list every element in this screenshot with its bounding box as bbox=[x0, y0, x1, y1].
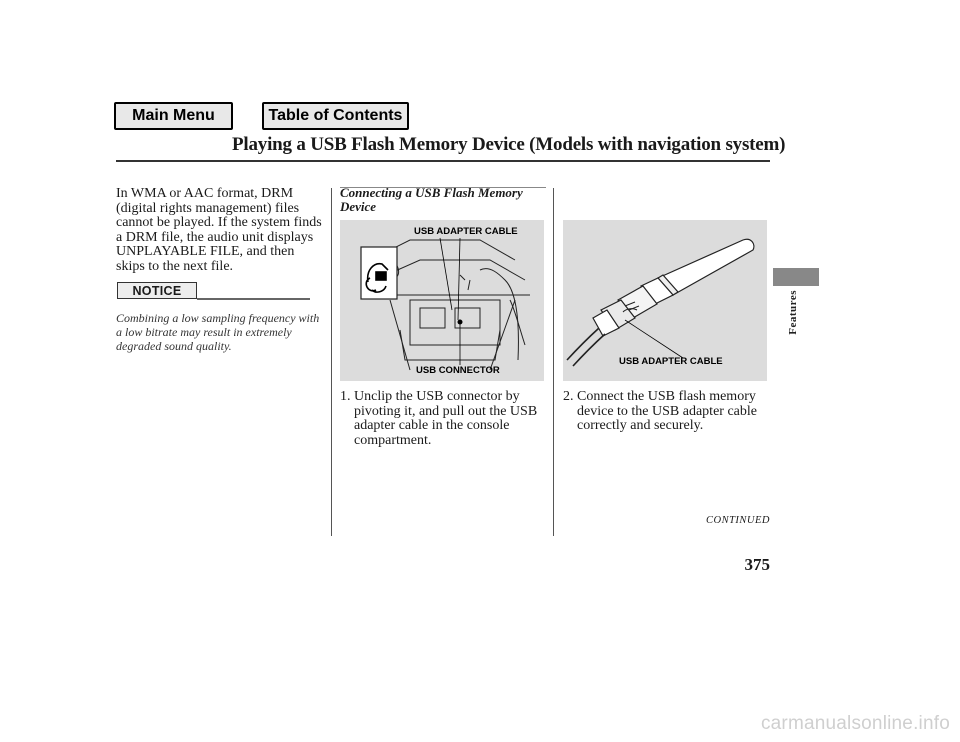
step-2 bbox=[563, 390, 763, 434]
watermark: carmanualsonline.info bbox=[760, 713, 950, 734]
drm-paragraph: In WMA or AAC format, DRM (digital rights management) files cannot be played. If the system finds a DRM file, the audio unit displays UNPLAYABLE FILE, and then skips to the next file. bbox=[116, 186, 322, 274]
section-tab bbox=[773, 268, 819, 286]
step-text: Unclip the USB connector by pivoting it, and pull out the USB adapter cable in the console compartment. bbox=[354, 389, 538, 448]
notice-divider bbox=[197, 298, 310, 300]
step-number: 2. bbox=[563, 389, 574, 404]
usb-connector-label: USB CONNECTOR bbox=[416, 365, 500, 376]
table-of-contents-button[interactable]: Table of Contents bbox=[262, 102, 409, 130]
column-divider-right bbox=[553, 188, 554, 536]
continued-label: CONTINUED bbox=[705, 515, 770, 526]
step-number: 1. bbox=[340, 389, 351, 404]
usb-adapter-cable-label-2: USB ADAPTER CABLE bbox=[619, 356, 723, 367]
main-menu-button[interactable]: Main Menu bbox=[114, 102, 233, 130]
section-heading: Connecting a USB Flash Memory Device bbox=[340, 185, 523, 214]
column-divider-left bbox=[331, 188, 332, 536]
usb-flash-drive-illustration bbox=[563, 220, 767, 381]
page-title: Playing a USB Flash Memory Device (Models with navigation system) bbox=[232, 134, 786, 155]
console-drawing bbox=[340, 220, 544, 381]
page-number: 375 bbox=[744, 555, 770, 574]
step-text: Connect the USB flash memory device to the USB adapter cable correctly and securely. bbox=[577, 389, 757, 433]
usb-adapter-cable-label: USB ADAPTER CABLE bbox=[414, 226, 518, 237]
section-tab-label: Features bbox=[787, 290, 799, 335]
notice-badge: NOTICE bbox=[117, 282, 197, 299]
notice-text: Combining a low sampling frequency with a low bitrate may result in extremely degraded sound quality. bbox=[116, 311, 320, 353]
step-1 bbox=[340, 390, 540, 448]
title-divider bbox=[116, 160, 770, 162]
console-compartment-illustration bbox=[340, 220, 544, 381]
